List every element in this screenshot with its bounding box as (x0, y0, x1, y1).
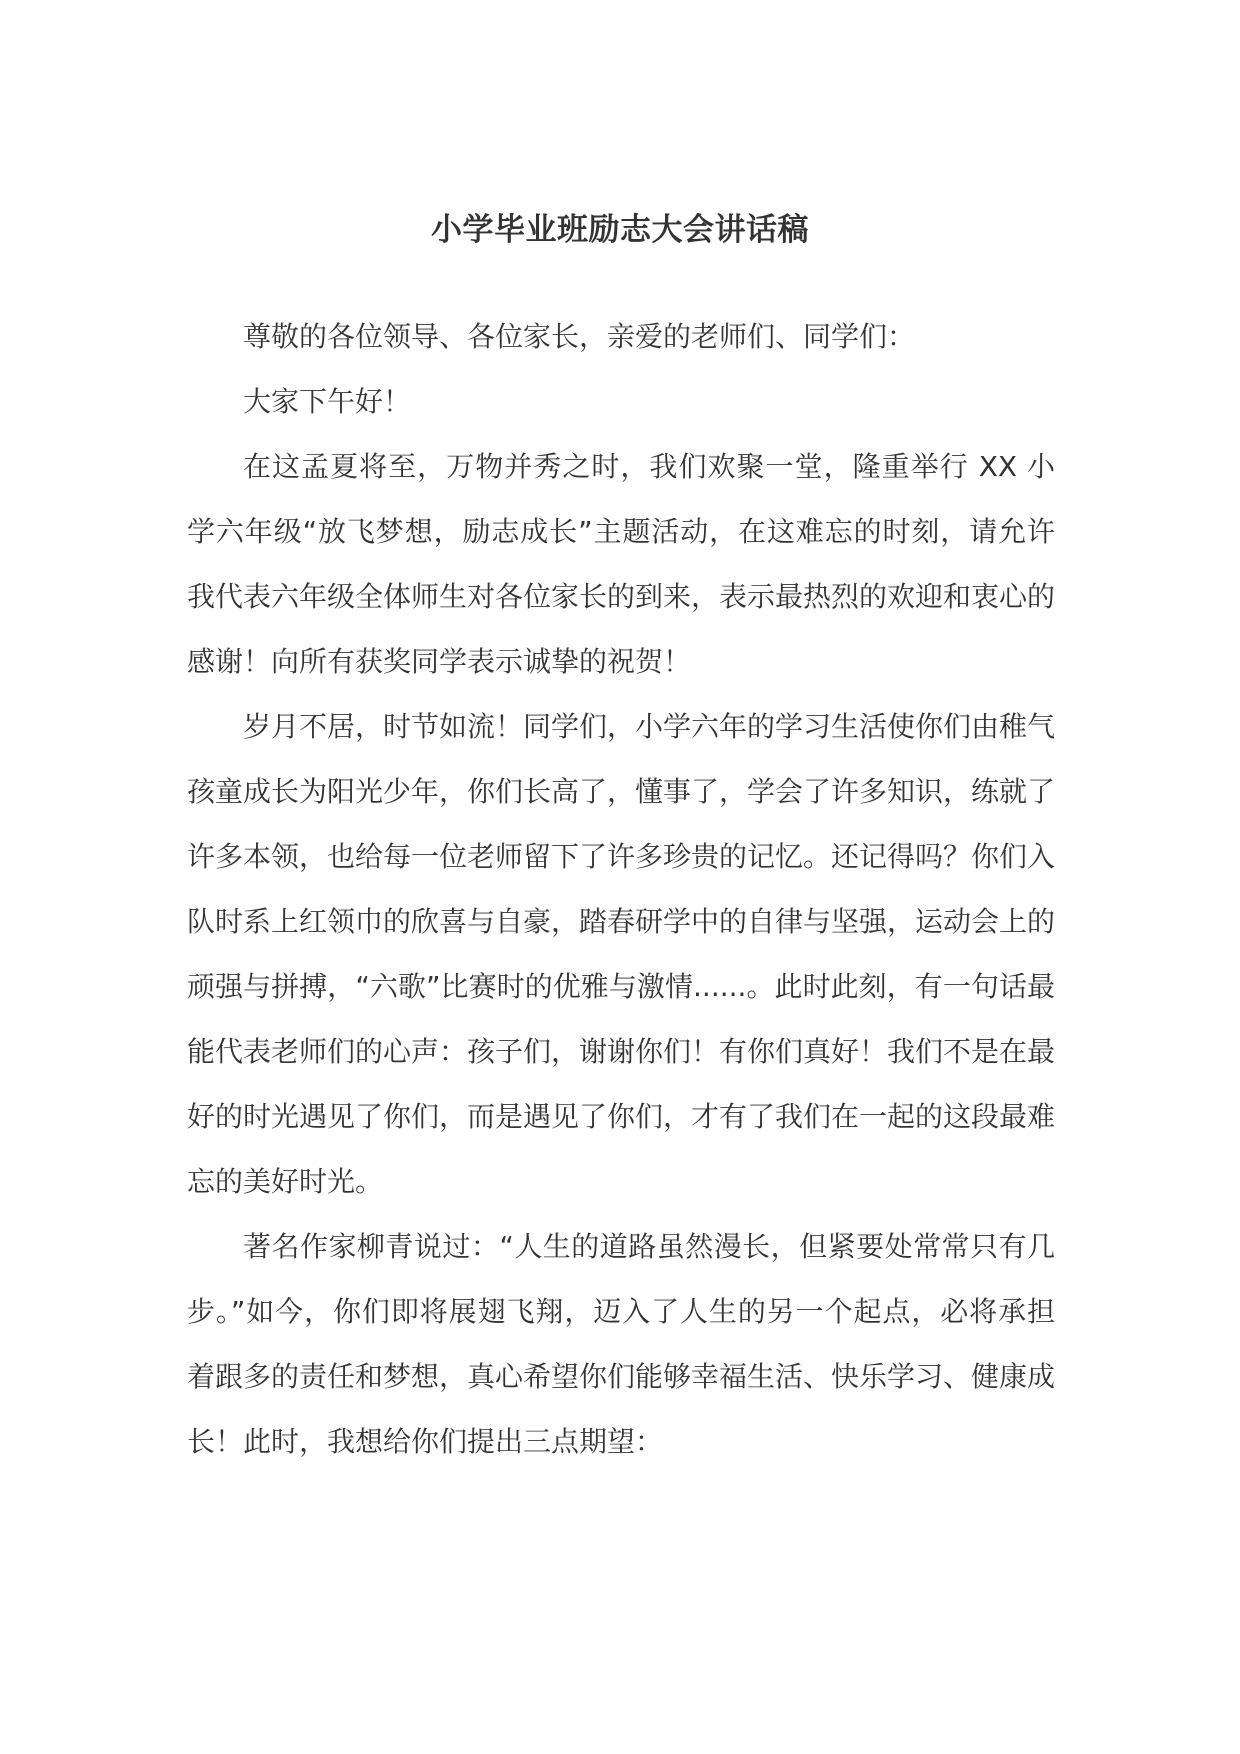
paragraph-memories: 岁月不居，时节如流！同学们，小学六年的学习生活使你们由稚气孩童成长为阳光少年，你们长高了，懂事了，学会了许多知识，练就了许多本领，也给每一位老师留下了许多珍贵的记忆。还记得吗？你们入队时系上红领巾的欣喜与自豪，踏春研学中的自律与坚强，运动会上的顽强与拼搏，“六歌”比赛时的优雅与激情......。此时此刻，有一句话最能代表老师们的心声：孩子们，谢谢你们！有你们真好！我们不是在最好的时光遇见了你们，而是遇见了你们，才有了我们在一起的这段最难忘的美好时光。 (187, 710, 1056, 1198)
paragraph-welcome: 在这孟夏将至，万物并秀之时，我们欢聚一堂，隆重举行 XX 小学六年级“放飞梦想，励志成长”主题活动，在这难忘的时刻，请允许我代表六年级全体师生对各位家长的到来，表示最热烈的欢迎和衷心的感谢！向所有获奖同学表示诚挚的祝贺！ (187, 450, 1056, 678)
paragraph-expectations: 著名作家柳青说过：“人生的道路虽然漫长，但紧要处常常只有几步。”如今，你们即将展翅飞翔，迈入了人生的另一个起点，必将承担着跟多的责任和梦想，真心希望你们能够幸福生活、快乐学习、健康成长！此时，我想给你们提出三点期望： (187, 1230, 1056, 1458)
document-title: 小学毕业班励志大会讲话稿 (431, 212, 809, 248)
document-body (187, 304, 1055, 1474)
paragraph-greeting: 大家下午好！ (243, 385, 412, 418)
paragraph-salutation: 尊敬的各位领导、各位家长，亲爱的老师们、同学们： (243, 320, 916, 353)
